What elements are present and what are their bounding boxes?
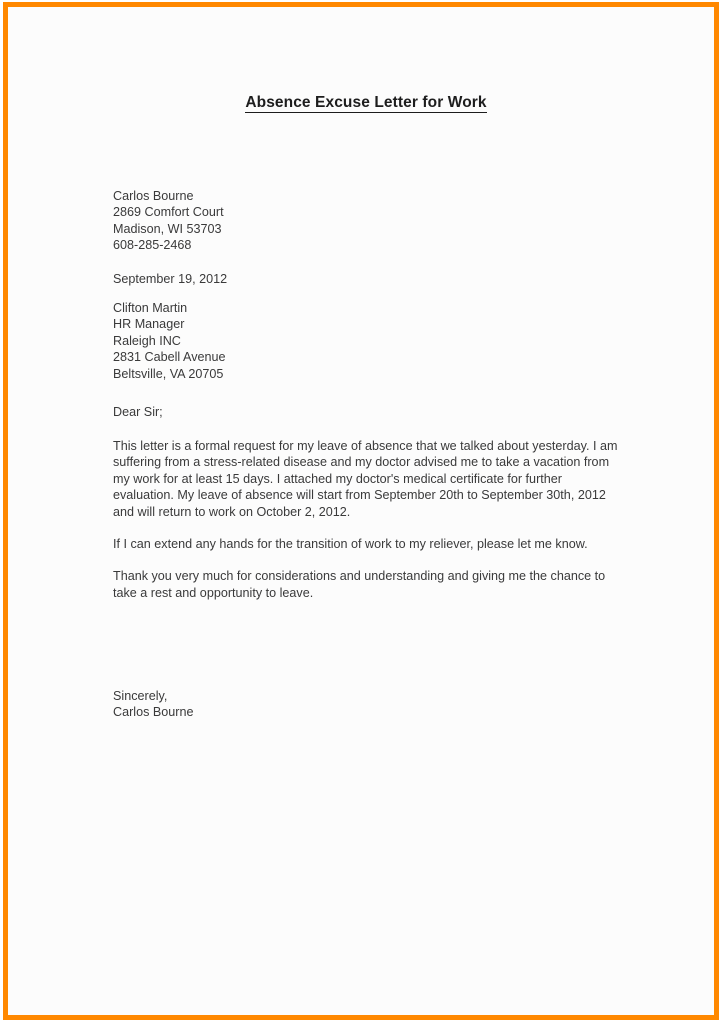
body-paragraph: Thank you very much for considerations and understanding and giving me the chance to take a rest and opportunity to leave. [113,569,606,600]
letter-body [113,438,622,617]
sender-street: 2869 Comfort Court [113,205,224,220]
sender-address-block [113,188,224,254]
recipient-address-block [113,300,226,382]
sender-name: Carlos Bourne [113,189,194,203]
sender-city-state-zip: Madison, WI 53703 [113,221,222,236]
sender-phone: 608-285-2468 [113,238,192,253]
closing-block [113,688,194,721]
salutation [113,404,163,420]
recipient-company: Raleigh INC [113,333,181,348]
document-sheet [8,7,714,1015]
closing-signature-name: Carlos Bourne [113,705,194,720]
page-title-text: Absence Excuse Letter for Work [245,94,487,111]
recipient-city-state-zip: Beltsville, VA 20705 [113,366,224,381]
closing-valediction: Sincerely, [113,689,168,703]
letter-date [113,271,227,287]
salutation-text: Dear Sir; [113,405,163,419]
recipient-job-title: HR Manager [113,317,185,332]
recipient-street: 2831 Cabell Avenue [113,350,226,365]
body-paragraph: If I can extend any hands for the transition of work to my reliever, please let me know. [113,537,588,552]
letter-date-text: September 19, 2012 [113,272,228,286]
document-page-frame [3,2,719,1020]
page-title [8,95,724,111]
recipient-name: Clifton Martin [113,301,188,315]
body-paragraph: This letter is a formal request for my leave of absence that we talked about yesterday. I am suffering from a stress-related disease and my doctor advised me to take a vacation from my work for at least 15 days. I attached my doctor's medical certificate for further evaluation. My leave of absence will start from September 20th to September 30th, 2012 and will return to work on October 2, 2012. [113,439,618,519]
